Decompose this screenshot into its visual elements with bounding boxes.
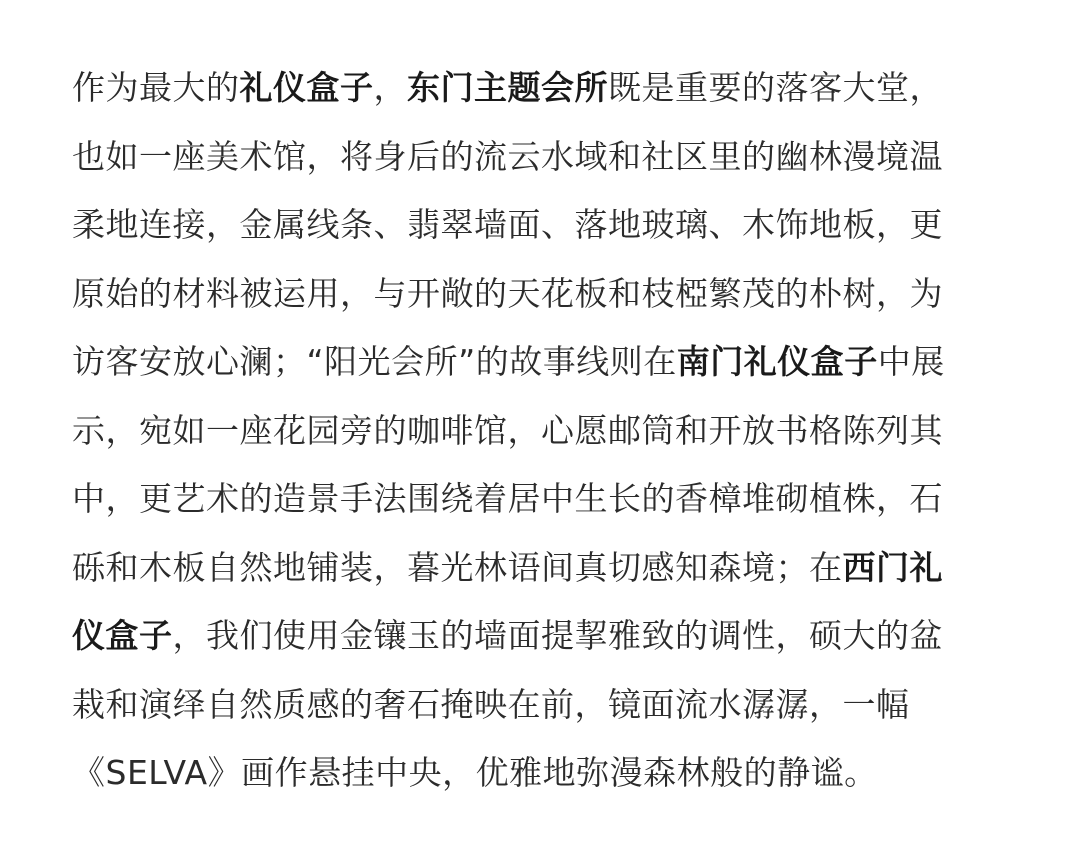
text-run: 栽和演绎自然质感的奢石掩映在前，镜面流水潺潺，一幅 [72,684,910,724]
text-line-9 [72,602,1012,671]
text-line-8 [72,534,1012,603]
text-run: 原始的材料被运用，与开敞的天花板和枝椏繁茂的朴树，为 [72,273,943,313]
text-line-11 [72,739,1012,808]
bold-text-run: 东门主题会所 [407,68,608,107]
text-line-7 [72,465,1012,534]
text-run: 柔地连接，金属线条、翡翠墙面、落地玻璃、木饰地板，更 [72,205,943,244]
text-line-5 [72,328,1012,397]
article-paragraph [72,54,1012,808]
text-run: 既是重要的落客大堂， [608,68,943,107]
bold-text-run: 仪盒子 [72,616,173,655]
bold-text-run: 西门礼 [842,547,943,587]
bold-text-run: 礼仪盒子 [239,68,374,107]
text-run: ， [373,68,407,107]
text-run: 中展 [877,342,945,381]
text-run: 示，宛如一座花园旁的咖啡馆，心愿邮筒和开放书格陈列其 [72,410,943,450]
text-line-4 [72,260,1012,329]
text-line-3 [72,191,1012,260]
text-run: 中，更艺术的造景手法围绕着居中生长的香樟堆砌植株，石 [72,479,943,518]
text-run: 也如一座美术馆，将身后的流云水域和社区里的幽林漫境温 [72,136,943,176]
text-line-2 [72,123,1012,192]
text-run: 《SELVA》画作悬挂中央，优雅地弥漫森林般的静谧。 [72,753,878,792]
text-line-6 [72,397,1012,466]
text-run: 作为最大的 [72,68,240,107]
text-run: ，我们使用金镶玉的墙面提挈雅致的调性，硕大的盆 [172,616,943,655]
text-run: 砾和木板自然地铺装，暮光林语间真切感知森境；在 [72,547,843,587]
bold-text-run: 南门礼仪盒子 [676,342,878,381]
text-line-1 [72,54,1012,123]
text-line-10 [72,671,1012,740]
text-run: 访客安放心澜；“阳光会所”的故事线则在 [72,342,677,381]
